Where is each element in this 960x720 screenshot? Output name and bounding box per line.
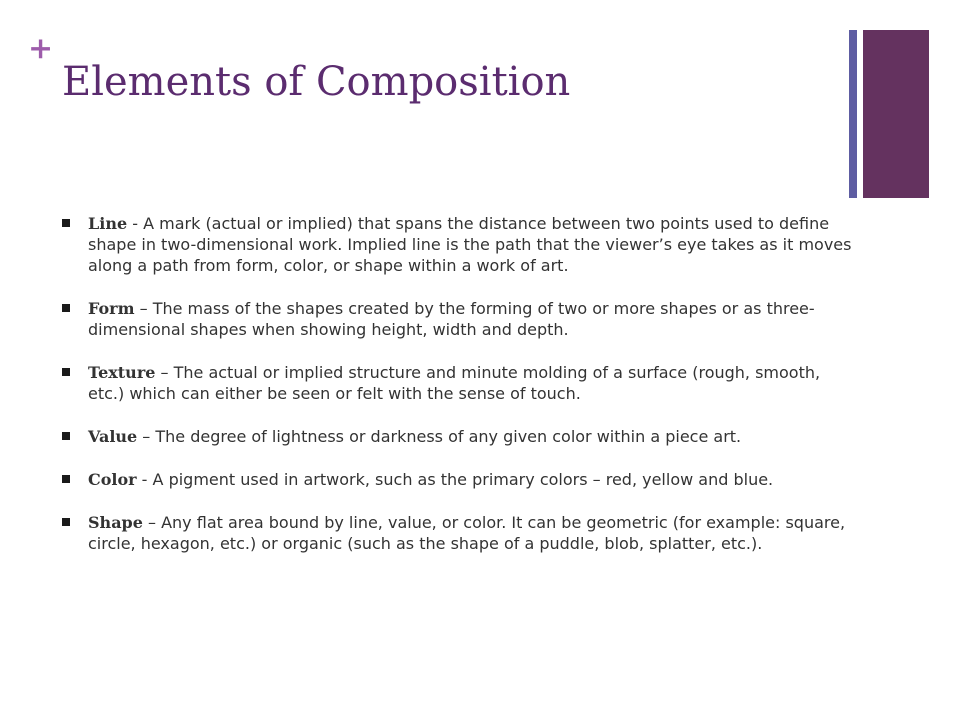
- accent-bar-thin: [849, 30, 857, 198]
- square-bullet-icon: [62, 304, 70, 312]
- square-bullet-icon: [62, 518, 70, 526]
- bullet-item-form: [62, 298, 852, 340]
- bullet-term: Texture: [88, 363, 156, 382]
- bullet-item-shape: [62, 512, 852, 554]
- bullet-text: - A pigment used in artwork, such as the primary colors – red, yellow and blue.: [136, 470, 774, 489]
- bullet-item-texture: [62, 362, 852, 404]
- accent-bar-thick: [863, 30, 929, 198]
- bullet-term: Line: [88, 214, 128, 233]
- bullet-text: – The mass of the shapes created by the forming of two or more shapes or as three-dimensional shapes when showing height, width and depth.: [88, 299, 815, 339]
- bullet-text: – The actual or implied structure and minute molding of a surface (rough, smooth, etc.) which can either be seen or felt with the sense of touch.: [88, 363, 821, 403]
- square-bullet-icon: [62, 432, 70, 440]
- square-bullet-icon: [62, 368, 70, 376]
- bullet-item-line: [62, 213, 852, 276]
- square-bullet-icon: [62, 475, 70, 483]
- bullet-term: Color: [88, 470, 137, 489]
- bullet-text: – Any flat area bound by line, value, or color. It can be geometric (for example: square, circle, hexagon, etc.) or organic (such as the shape of a puddle, blob, splatter, etc.).: [88, 513, 846, 553]
- bullet-text: - A mark (actual or implied) that spans the distance between two points used to define shape in two-dimensional work. Implied line is the path that the viewer’s eye takes as it moves along a path from form, color, or shape within a work of art.: [88, 214, 852, 275]
- bullet-item-color: [62, 469, 852, 490]
- bullet-text: – The degree of lightness or darkness of any given color within a piece art.: [137, 427, 742, 446]
- bullet-list: [62, 213, 852, 576]
- slide-title: Elements of Composition: [62, 59, 571, 105]
- bullet-item-value: [62, 426, 852, 447]
- bullet-term: Form: [88, 299, 135, 318]
- bullet-term: Shape: [88, 513, 143, 532]
- plus-mark: +: [28, 31, 54, 66]
- square-bullet-icon: [62, 219, 70, 227]
- bullet-term: Value: [88, 427, 138, 446]
